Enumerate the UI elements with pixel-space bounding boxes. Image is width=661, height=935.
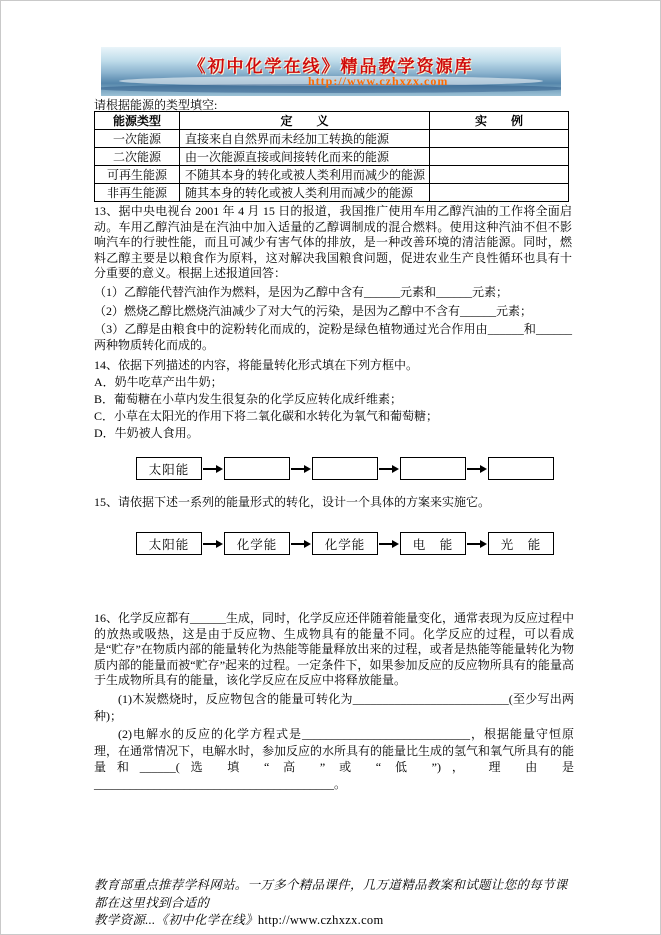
flow-box-chemical: 化学能 <box>224 532 290 555</box>
table-header-row <box>95 112 569 130</box>
banner-title: 《初中化学在线》精品教学资源库 <box>188 57 474 76</box>
intro-text: 请根据能源的类型填空: <box>94 98 218 112</box>
q15-title: 15、请依据下述一系列的能量形式的转化，设计一个具体的方案来实施它。 <box>94 495 491 509</box>
arrow-right-icon <box>379 540 399 548</box>
q16-item-1: (1)木炭燃烧时，反应物包含的能量可转化为__________________________(至少写出两种)； <box>94 691 574 723</box>
type-cell: 二次能源 <box>95 148 180 166</box>
flow-box-solar: 太阳能 <box>136 457 202 480</box>
q14-item-b: B．葡萄糖在小草内发生很复杂的化学反应转化成纤维素； <box>94 392 403 406</box>
type-cell: 一次能源 <box>95 130 180 148</box>
definition-cell: 不随其本身的转化或被人类利用而减少的能源 <box>180 166 430 184</box>
definition-cell: 直接来自自然界而未经加工转换的能源 <box>180 130 430 148</box>
question-16 <box>94 611 574 793</box>
page-footer <box>94 877 580 930</box>
type-cell: 非再生能源 <box>95 184 180 202</box>
question-13 <box>94 204 572 353</box>
q14-energy-flow-diagram <box>136 457 554 480</box>
energy-type-table <box>94 111 569 202</box>
definition-cell: 由一次能源直接或间接转化而来的能源 <box>180 148 430 166</box>
q13-paragraph: 13、据中央电视台 2001 年 4 月 15 日的报道，我国推广使用车用乙醇汽油的工作将全面启动。车用乙醇汽油是在汽油中加入适量的乙醇调制成的混合燃料。使用这种汽油不但不影响汽车的行驶性能，而且可减少有害气体的排放，是一种改善环境的清洁能源。同时，燃料乙醇主要是以粮食作为原料，这对解决我国粮食问题，促进农业生产良性循环也具有十分重要的意义。根据上述报道回答： <box>94 204 572 281</box>
type-cell: 可再生能源 <box>95 166 180 184</box>
footer-url-link[interactable]: http://www.czhxzx.com <box>257 913 384 927</box>
flow-box-blank <box>224 457 290 480</box>
flow-box-light: 光 能 <box>488 532 554 555</box>
q14-item-c: C．小草在太阳光的作用下将二氧化碳和水转化为氧气和葡萄糖； <box>94 409 439 423</box>
flow-box-blank <box>400 457 466 480</box>
arrow-right-icon <box>467 465 487 473</box>
table-row <box>95 184 569 202</box>
footer-line-2-text: 教学资源...《初中化学在线》 <box>94 913 258 927</box>
example-cell <box>430 166 569 184</box>
col-header-energy-type: 能源类型 <box>95 112 180 130</box>
footer-line-2 <box>94 912 580 930</box>
flow-box-electric: 电 能 <box>400 532 466 555</box>
example-cell <box>430 130 569 148</box>
flow-box-chemical: 化学能 <box>312 532 378 555</box>
footer-line-1: 教育部重点推荐学科网站。一万多个精品课件，几万道精品教案和试题让您的每节课都在这里找到合适的 <box>94 878 568 910</box>
question-14 <box>94 357 572 442</box>
q16-paragraph: 16、化学反应都有______生成，同时，化学反应还伴随着能量变化，通常表现为反应过程中的放热或吸热，这是由于反应物、生成物具有的能量不同。化学反应的过程，可以看成是“贮存”在物质内部的能量转化为热能等能量释放出来的过程，或者是热能等能量转化为物质内部的能量而被“贮存”起来的过程。一定条件下，如果参加反应的反应物所具有的能量高于生成物所具有的能量，该化学反应在反应中将释放能量。 <box>94 611 575 688</box>
arrow-right-icon <box>379 465 399 473</box>
q13-item-1: （1）乙醇能代替汽油作为燃料，是因为乙醇中含有______元素和______元素； <box>94 284 509 299</box>
flow-box-blank <box>312 457 378 480</box>
q13-item-3: （3）乙醇是由粮食中的淀粉转化而成的，淀粉是绿色植物通过光合作用由______和______两种物质转化而成的。 <box>94 322 572 352</box>
q15-energy-flow-diagram <box>136 532 554 555</box>
q16-item-2: (2)电解水的反应的化学方程式是____________________________，根据能量守恒原理，在通常情况下，电解水时，参加反应的水所具有的能量比生成的氢气和氧气所具有的能量和______(选 填 “ 高 ” 或 “ 低 ”)， 理 由 是________________________________________。 <box>94 727 575 791</box>
banner-url-link[interactable]: http://www.czhxzx.com <box>308 74 449 88</box>
q14-title: 14、依据下列描述的内容，将能量转化形式填在下列方框中。 <box>94 358 419 372</box>
definition-cell: 随其本身的转化或被人类利用而减少的能源 <box>180 184 430 202</box>
table-row <box>95 130 569 148</box>
flow-box-blank <box>488 457 554 480</box>
col-header-definition: 定 义 <box>180 112 430 130</box>
example-cell <box>430 184 569 202</box>
q14-item-d: D．牛奶被人食用。 <box>94 426 199 440</box>
col-header-example: 实 例 <box>430 112 569 130</box>
example-cell <box>430 148 569 166</box>
arrow-right-icon <box>467 540 487 548</box>
arrow-right-icon <box>203 465 223 473</box>
arrow-right-icon <box>291 540 311 548</box>
q14-item-a: A．奶牛吃草产出牛奶； <box>94 375 223 389</box>
arrow-right-icon <box>203 540 223 548</box>
flow-box-solar: 太阳能 <box>136 532 202 555</box>
arrow-right-icon <box>291 465 311 473</box>
table-row <box>95 166 569 184</box>
site-banner <box>101 47 561 96</box>
table-row <box>95 148 569 166</box>
q13-item-2: （2）燃烧乙醇比燃烧汽油减少了对大气的污染，是因为乙醇中不含有______元素； <box>94 303 533 318</box>
